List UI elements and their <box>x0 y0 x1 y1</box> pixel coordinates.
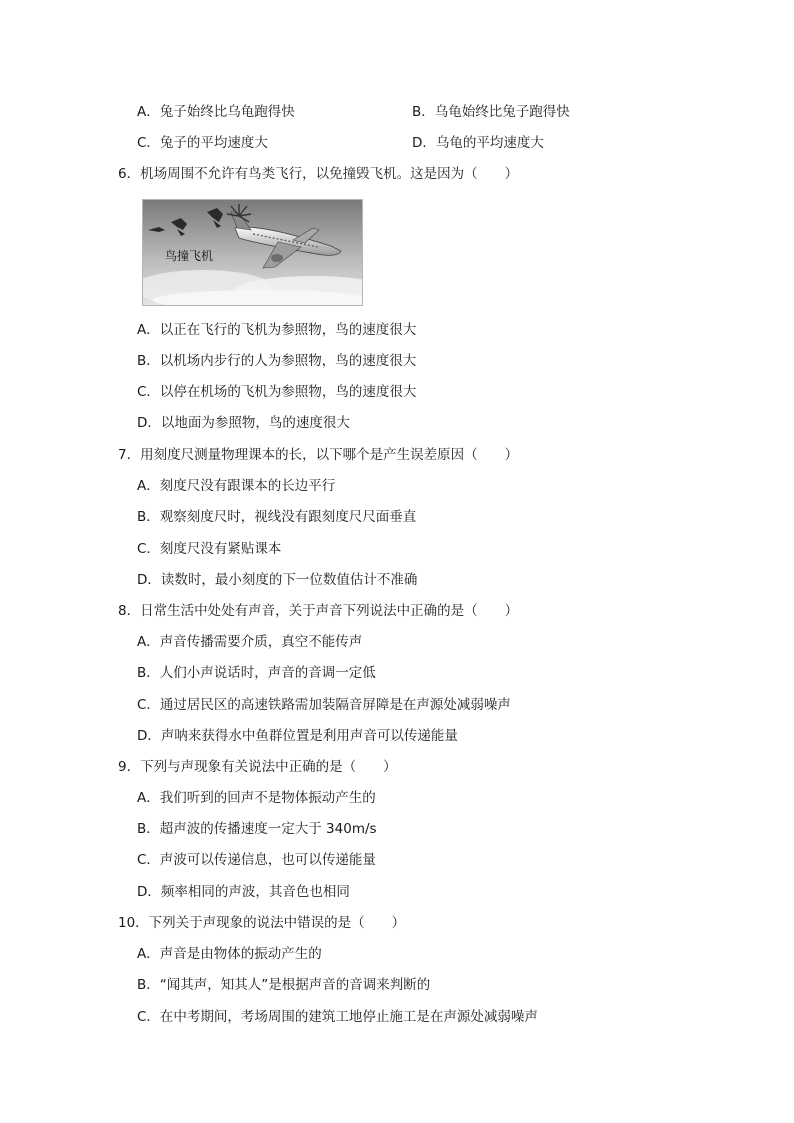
q9-stem: 9．下列与声现象有关说法中正确的是（ ） <box>118 759 397 775</box>
q6-option-a: A．以正在飞行的飞机为参照物，鸟的速度很大 <box>137 322 417 338</box>
q9-option-d: D．频率相同的声波，其音色也相同 <box>137 884 350 900</box>
q5-option-a: A．兔子始终比乌龟跑得快 <box>137 104 295 120</box>
q8-option-d: D．声呐来获得水中鱼群位置是利用声音可以传递能量 <box>137 728 458 744</box>
q6-option-c: C．以停在机场的飞机为参照物，鸟的速度很大 <box>137 384 417 400</box>
q7-stem: 7．用刻度尺测量物理课本的长，以下哪个是产生误差原因（ ） <box>118 447 519 463</box>
q10-option-c: C．在中考期间，考场周围的建筑工地停止施工是在声源处减弱噪声 <box>137 1009 538 1025</box>
q10-option-b: B．“闻其声，知其人”是根据声音的音调来判断的 <box>137 977 431 993</box>
q7-option-a: A．刻度尺没有跟课本的长边平行 <box>137 478 336 494</box>
q5-option-d: D．乌龟的平均速度大 <box>412 135 544 151</box>
q7-option-c: C．刻度尺没有紧贴课本 <box>137 541 282 557</box>
q7-option-b: B．观察刻度尺时，视线没有跟刻度尺尺面垂直 <box>137 509 417 525</box>
q6-option-b: B．以机场内步行的人为参照物，鸟的速度很大 <box>137 353 417 369</box>
q8-option-c: C．通过居民区的高速铁路需加装隔音屏障是在声源处减弱噪声 <box>137 697 511 713</box>
q9-option-b: B．超声波的传播速度一定大于 340m/s <box>137 821 377 837</box>
q10-option-a: A．声音是由物体的振动产生的 <box>137 946 322 962</box>
q5-option-c: C．兔子的平均速度大 <box>137 135 268 151</box>
q9-option-c: C．声波可以传递信息，也可以传递能量 <box>137 852 376 868</box>
q7-option-d: D．读数时，最小刻度的下一位数值估计不准确 <box>137 572 418 588</box>
q9-option-a: A．我们听到的回声不是物体振动产生的 <box>137 790 376 806</box>
bird-strike-photo <box>142 199 363 306</box>
q8-option-a: A．声音传播需要介质，真空不能传声 <box>137 634 363 650</box>
q8-stem: 8．日常生活中处处有声音，关于声音下列说法中正确的是（ ） <box>118 603 519 619</box>
q10-stem: 10．下列关于声现象的说法中错误的是（ ） <box>118 915 406 931</box>
figure-caption: 鸟撞飞机 <box>165 249 214 263</box>
q6-option-d: D．以地面为参照物，鸟的速度很大 <box>137 415 350 431</box>
q8-option-b: B．人们小声说话时，声音的音调一定低 <box>137 665 376 681</box>
q5-option-b: B．乌龟始终比兔子跑得快 <box>412 104 570 120</box>
q6-stem: 6．机场周围不允许有鸟类飞行，以免撞毁飞机。这是因为（ ） <box>118 166 519 182</box>
